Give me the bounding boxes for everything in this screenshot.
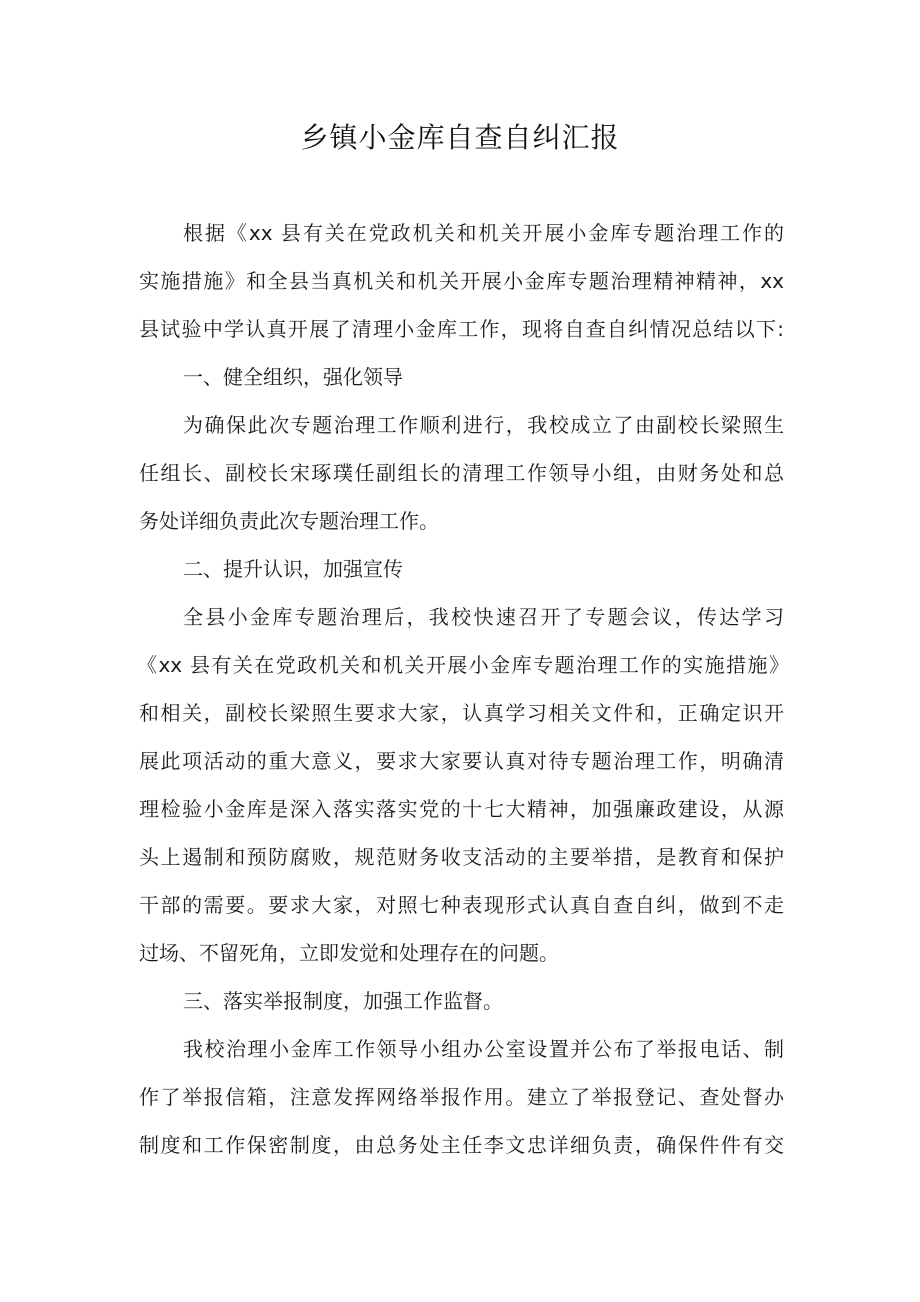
paragraph-section2-line-4: 展此项活动的重大意义，要求大家要认真对待专题治理工作，明确清 <box>139 749 784 773</box>
paragraph-intro-line-1: 根据《xx 县有关在党政机关和机关开展小金库专题治理工作的 <box>183 221 784 245</box>
paragraph-section2-line-1: 全县小金库专题治理后，我校快速召开了专题会议，传达学习 <box>183 605 784 629</box>
paragraph-section2-line-8: 过场、不留死角，立即发觉和处理存在的问题。 <box>139 941 559 965</box>
section-heading-2: 二、提升认识，加强宣传 <box>183 557 403 581</box>
paragraph-section1-line-2: 任组长、副校长宋琢璞任副组长的清理工作领导小组，由财务处和总 <box>139 461 784 485</box>
paragraph-section1-line-3: 务处详细负责此次专题治理工作。 <box>139 509 439 533</box>
paragraph-section3-line-2: 作了举报信箱，注意发挥网络举报作用。建立了举报登记、查处督办 <box>139 1085 784 1109</box>
paragraph-section2-line-3: 和相关，副校长梁照生要求大家，认真学习相关文件和，正确定识开 <box>139 701 784 725</box>
paragraph-section3-line-1: 我校治理小金库工作领导小组办公室设置并公布了举报电话、制 <box>183 1037 784 1061</box>
paragraph-section1-line-1: 为确保此次专题治理工作顺利进行，我校成立了由副校长梁照生 <box>183 413 784 437</box>
paragraph-section2-line-7: 干部的需要。要求大家，对照七种表现形式认真自查自纠，做到不走 <box>139 893 784 917</box>
paragraph-section2-line-2: 《xx 县有关在党政机关和机关开展小金库专题治理工作的实施措施》 <box>137 653 789 677</box>
paragraph-intro-line-2: 实施措施》和全县当真机关和机关开展小金库专题治理精神精神，xx <box>139 269 784 293</box>
paragraph-intro-line-3: 县试验中学认真开展了清理小金库工作，现将自查自纠情况总结以下: <box>139 317 784 341</box>
document-title: 乡镇小金库自查自纠汇报 <box>300 121 620 154</box>
section-heading-1: 一、健全组织，强化领导 <box>183 365 403 389</box>
paragraph-section3-line-3: 制度和工作保密制度，由总务处主任李文忠详细负责，确保件件有交 <box>139 1133 784 1157</box>
paragraph-section2-line-5: 理检验小金库是深入落实落实党的十七大精神，加强廉政建设，从源 <box>139 797 784 821</box>
section-heading-3: 三、落实举报制度，加强工作监督。 <box>183 989 503 1013</box>
paragraph-section2-line-6: 头上遏制和预防腐败，规范财务收支活动的主要举措，是教育和保护 <box>139 845 784 869</box>
